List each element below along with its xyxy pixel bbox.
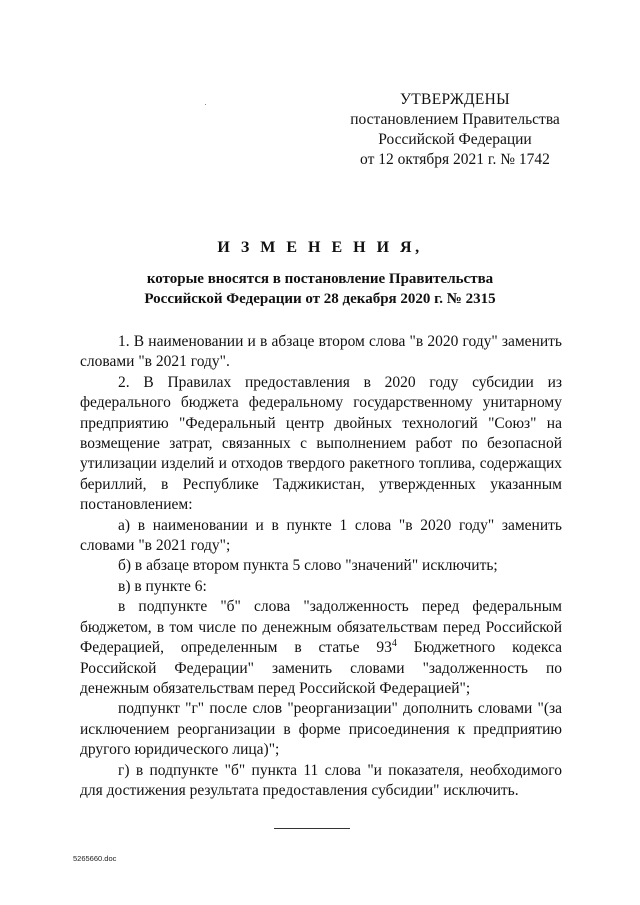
scan-speck	[205, 104, 206, 105]
approval-line-1: постановлением Правительства	[350, 111, 560, 128]
paragraph-1: 1. В наименовании и в абзаце втором слова "в 2020 году" заменить словами "в 2021 году".	[80, 333, 562, 371]
paragraph-6	[80, 597, 562, 699]
approval-line-3: от 12 октября 2021 г. № 1742	[360, 151, 550, 168]
document-body	[80, 332, 562, 801]
paragraph-5: в) в пункте 6:	[118, 577, 207, 595]
paragraph-8: г) в подпункте "б" пункта 11 слова "и показателя, необходимого для достижения результата предоставления субсидии" исключить.	[80, 761, 562, 799]
document-file-id: 5265660.doc	[73, 854, 117, 863]
approval-line-2: Российской Федерации	[378, 131, 532, 148]
document-subtitle-line-2: Российской Федерации от 28 декабря 2020 г. № 2315	[144, 291, 496, 307]
title-block	[100, 237, 540, 309]
paragraph-3: а) в наименовании и в пункте 1 слова "в 2020 году" заменить словами "в 2021 году";	[80, 516, 562, 555]
document-subtitle-line-1: которые вносятся в постановление Правительства	[146, 271, 494, 287]
superscript-4: 4	[391, 638, 397, 650]
document-title: И З М Е Н Е Н И Я,	[217, 239, 423, 256]
paragraph-4: б) в абзаце втором пункта 5 слово "значений" исключить;	[118, 557, 498, 575]
paragraph-7: подпункт "г" после слов "реорганизации" дополнить словами "(за исключением реорганизации в форме присоединения к предприятию другого юридического лица)";	[80, 700, 562, 759]
footer-divider	[274, 828, 350, 829]
paragraph-6-text-start: в подпункте "б" слова "задолженность перед федеральным бюджетом, в том числе по денежным обязательствам перед Российской Федерацией, определенным в статье 93	[80, 598, 562, 657]
paragraph-6-text-end: Бюджетного кодекса Российской Федерации" заменить словами "задолженность по денежным обязательствам перед Российской Федерацией";	[80, 639, 562, 697]
approval-block	[340, 90, 570, 170]
approval-heading: УТВЕРЖДЕНЫ	[400, 91, 510, 108]
paragraph-2: 2. В Правилах предоставления в 2020 году субсидии из федерального бюджета федеральному государственному унитарному предприятию "Федеральный центр двойных технологий "Союз" на возмещение затрат, связанных с выполнением работ по безопасной утилизации изделий и отходов твердого ракетного топлива, содержащих бериллий, в Республике Таджикистан, утвержденных указанным постановлением:	[80, 373, 562, 514]
